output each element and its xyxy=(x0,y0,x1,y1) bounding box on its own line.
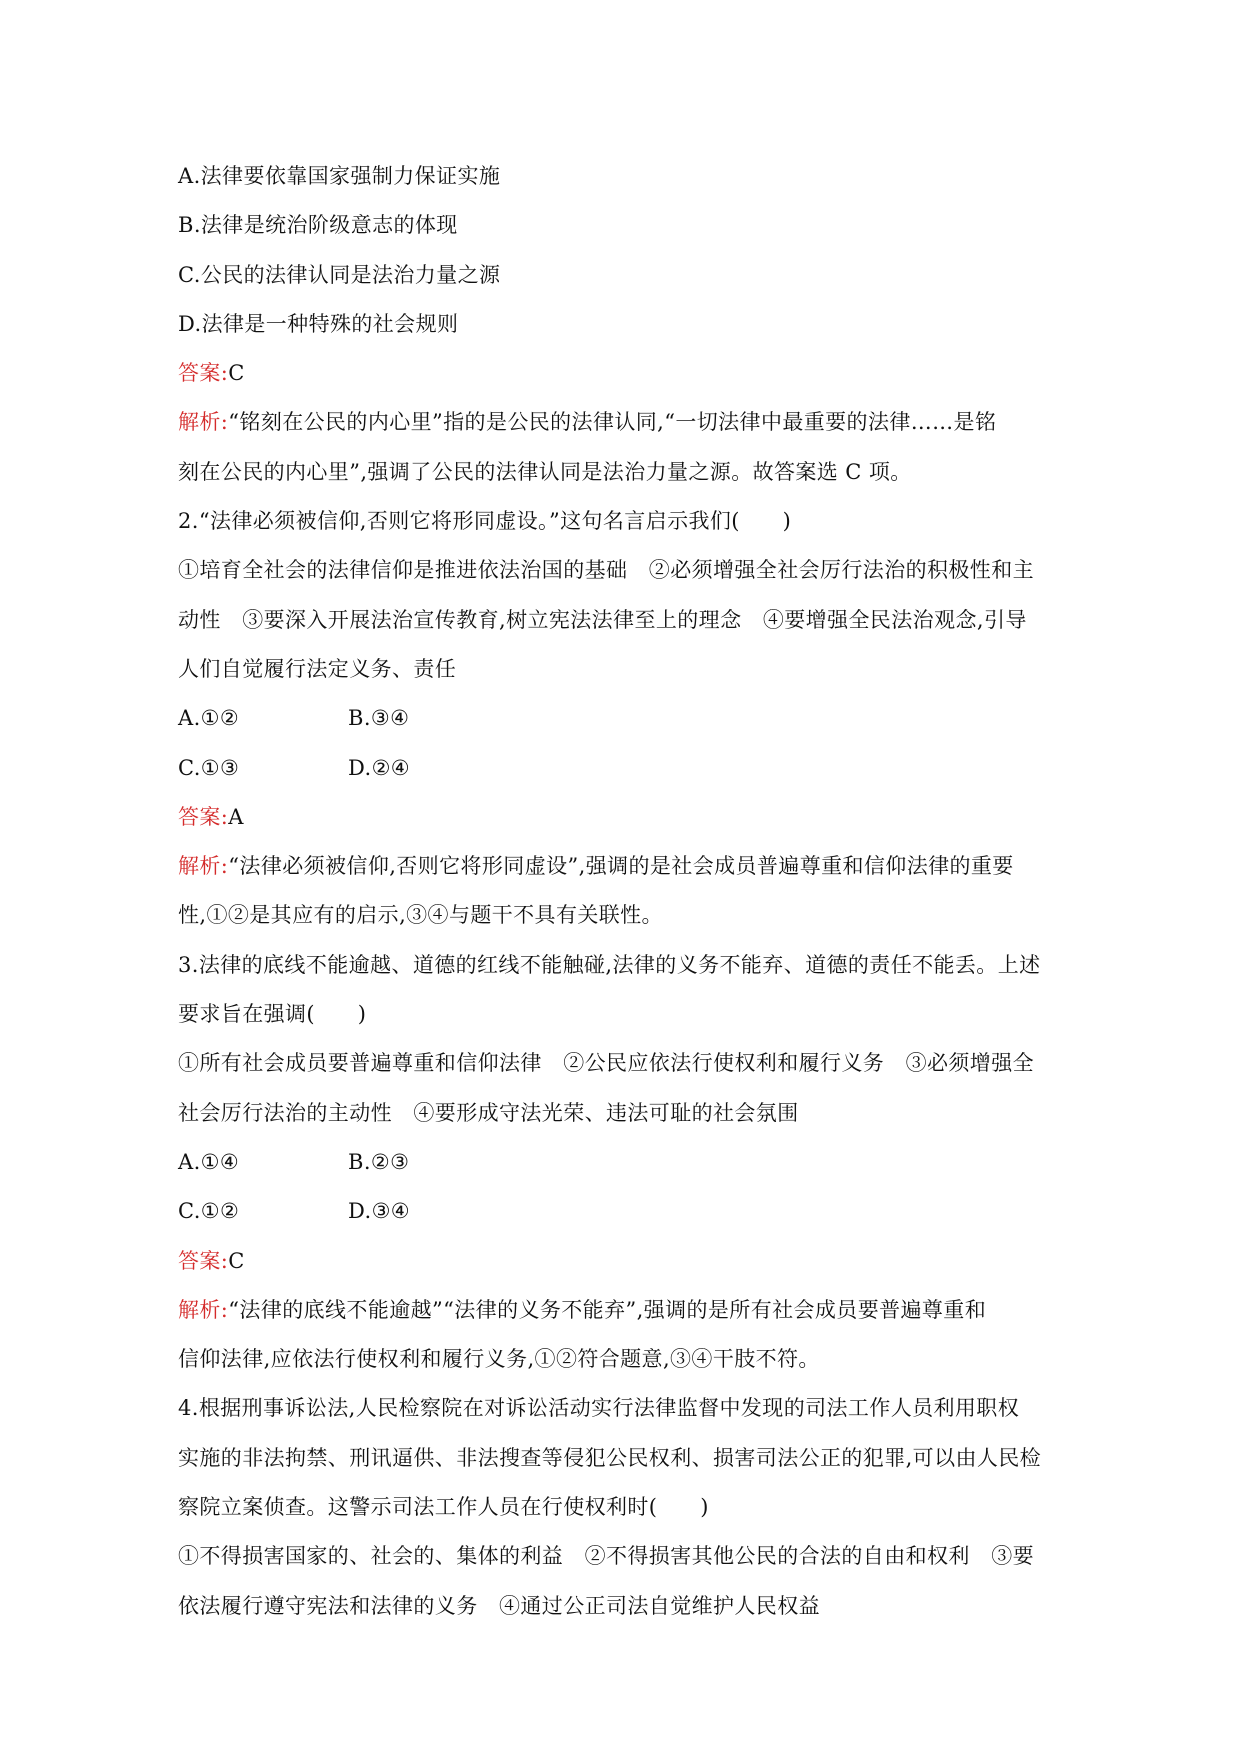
line-text: C xyxy=(228,1248,245,1273)
text-line xyxy=(178,1335,1078,1384)
line-text: 社会厉行法治的主动性 ④要形成守法光荣、违法可耻的社会氛围 xyxy=(178,1100,799,1125)
text-line xyxy=(178,596,1078,645)
option-choice: C.①③ xyxy=(178,755,240,780)
line-text: 3.法律的底线不能逾越、道德的红线不能触碰,法律的义务不能弃、道德的责任不能丢。上述 xyxy=(178,952,1041,977)
line-text: A xyxy=(228,804,244,829)
answer-label: 解析: xyxy=(178,854,229,879)
line-text: 人们自觉履行法定义务、责任 xyxy=(178,656,457,681)
line-text: C.公民的法律认同是法治力量之源 xyxy=(178,262,501,287)
labeled-line xyxy=(178,1237,1078,1286)
text-line xyxy=(178,546,1078,595)
text-line xyxy=(178,448,1078,497)
text-line xyxy=(178,152,1078,201)
text-line xyxy=(178,1582,1078,1631)
line-text: 要求旨在强调( ) xyxy=(178,1002,367,1027)
line-text: B.法律是统治阶级意志的体现 xyxy=(178,213,458,238)
line-text: 信仰法律,应依法行使权利和履行义务,①②符合题意,③④干肢不符。 xyxy=(178,1347,820,1372)
option-choice: A.①④ xyxy=(178,1149,240,1174)
text-line xyxy=(178,1384,1078,1433)
line-text: 刻在公民的内心里”,强调了公民的法律认同是法治力量之源。故答案选 C 项。 xyxy=(178,459,912,484)
text-line xyxy=(178,1532,1078,1581)
text-line xyxy=(178,891,1078,940)
text-line xyxy=(178,497,1078,546)
line-text: 4.根据刑事诉讼法,人民检察院在对诉讼活动实行法律监督中发现的司法工作人员利用职权 xyxy=(178,1396,1020,1421)
line-text: 性,①②是其应有的启示,③④与题干不具有关联性。 xyxy=(178,903,663,928)
line-text: D.法律是一种特殊的社会规则 xyxy=(178,311,459,336)
labeled-line xyxy=(178,398,1078,447)
line-text: A.法律要依靠国家强制力保证实施 xyxy=(178,164,501,188)
option-choice: B.②③ xyxy=(348,1149,410,1174)
option-choice: D.②④ xyxy=(348,755,411,780)
line-text: 2.“法律必须被信仰,否则它将形同虚设。”这句名言启示我们( ) xyxy=(178,509,792,534)
answer-label: 答案: xyxy=(178,804,229,829)
line-text: ①所有社会成员要普遍尊重和信仰法律 ②公民应依法行使权利和履行义务 ③必须增强全 xyxy=(178,1051,1034,1076)
answer-label: 解析: xyxy=(178,410,229,435)
line-text: “法律的底线不能逾越”“法律的义务不能弃”,强调的是所有社会成员要普遍尊重和 xyxy=(228,1297,987,1322)
option-row xyxy=(178,744,1078,793)
line-text: 实施的非法拘禁、刑讯逼供、非法搜查等侵犯公民权利、损害司法公正的犯罪,可以由人民检 xyxy=(178,1445,1042,1470)
text-line xyxy=(178,941,1078,990)
labeled-line xyxy=(178,793,1078,842)
labeled-line xyxy=(178,349,1078,398)
option-choice: B.③④ xyxy=(348,706,410,731)
line-text: C xyxy=(228,361,245,386)
labeled-line xyxy=(178,842,1078,891)
line-text: 察院立案侦查。这警示司法工作人员在行使权利时( ) xyxy=(178,1495,709,1520)
option-choice: A.①② xyxy=(178,706,240,731)
line-text: “铭刻在公民的内心里”指的是公民的法律认同,“一切法律中最重要的法律……是铭 xyxy=(228,410,997,435)
option-choice: D.③④ xyxy=(348,1199,411,1224)
option-choice: C.①② xyxy=(178,1199,240,1224)
text-line xyxy=(178,1039,1078,1088)
text-line xyxy=(178,1089,1078,1138)
labeled-line xyxy=(178,1286,1078,1335)
text-line xyxy=(178,1483,1078,1532)
text-line xyxy=(178,300,1078,349)
line-text: 动性 ③要深入开展法治宣传教育,树立宪法法律至上的理念 ④要增强全民法治观念,引导 xyxy=(178,607,1027,632)
text-line xyxy=(178,201,1078,250)
option-row xyxy=(178,694,1078,743)
answer-label: 解析: xyxy=(178,1297,229,1322)
option-row xyxy=(178,1187,1078,1236)
line-text: “法律必须被信仰,否则它将形同虚设”,强调的是社会成员普遍尊重和信仰法律的重要 xyxy=(228,854,1014,879)
option-row xyxy=(178,1138,1078,1187)
text-line xyxy=(178,251,1078,300)
text-line xyxy=(178,1434,1078,1483)
line-text: ①不得损害国家的、社会的、集体的利益 ②不得损害其他公民的合法的自由和权利 ③要 xyxy=(178,1544,1034,1569)
text-line xyxy=(178,645,1078,694)
answer-label: 答案: xyxy=(178,361,229,386)
line-text: ①培育全社会的法律信仰是推进依法治国的基础 ②必须增强全社会厉行法治的积极性和主 xyxy=(178,558,1034,583)
question-text xyxy=(178,152,1078,1631)
text-line xyxy=(178,990,1078,1039)
line-text: 依法履行遵守宪法和法律的义务 ④通过公正司法自觉维护人民权益 xyxy=(178,1593,820,1618)
answer-label: 答案: xyxy=(178,1248,229,1273)
